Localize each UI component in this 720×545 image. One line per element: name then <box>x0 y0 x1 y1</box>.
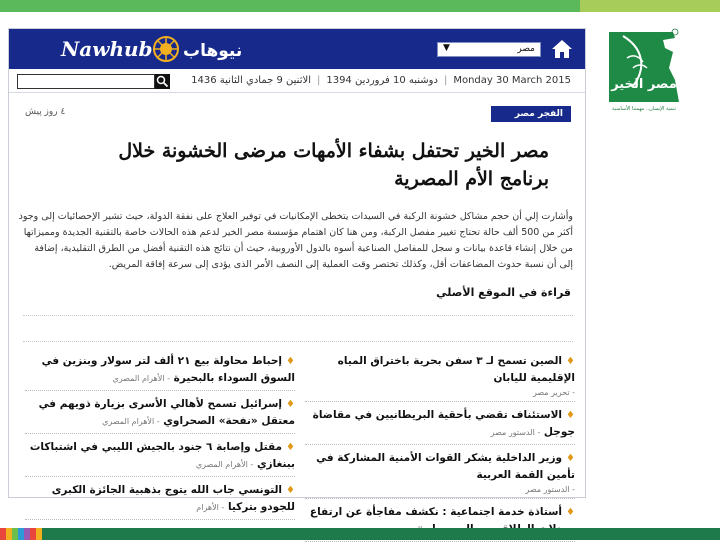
list-item[interactable] <box>25 351 295 391</box>
site-header <box>9 29 585 69</box>
news-title[interactable]: مقتل وإصابة ٦ جنود بالجيش الليبي في اشتباكات ببنغازي <box>29 441 295 470</box>
date-line <box>191 75 571 86</box>
news-title[interactable]: الصين تسمح لـ ٣ سفن بحرية باختراق المياه الإقليمية لليابان <box>337 355 575 384</box>
country-select[interactable] <box>437 42 541 57</box>
bullet-icon: ♦ <box>286 442 295 453</box>
gregorian-date: Monday 30 March 2015 <box>453 75 571 86</box>
logo-tagline: تنمية الإنسان.. مهمتنا الأساسية <box>612 106 676 112</box>
bullet-icon: ♦ <box>286 356 295 367</box>
bullet-icon: ♦ <box>286 399 295 410</box>
list-item[interactable] <box>305 351 575 402</box>
bullet-icon: ♦ <box>566 507 575 518</box>
divider <box>23 341 573 342</box>
chevron-down-icon: ▼ <box>443 43 450 53</box>
news-source: - الأهرام المصري <box>195 460 254 469</box>
bottom-segment <box>36 528 42 540</box>
top-lime-bar <box>580 0 720 12</box>
list-item[interactable] <box>305 405 575 445</box>
news-title[interactable]: إسرائيل تسمح لأهالي الأسرى بزيارة ذويهم في معتقل «نفحة» الصحراوي <box>38 398 295 427</box>
news-title[interactable]: الاستئناف تقضي بأحقية البريطانيين في مقاضاة جوجل <box>312 409 575 438</box>
date-separator: | <box>443 75 448 86</box>
related-news-right <box>305 351 575 545</box>
country-select-label: مصر <box>517 44 535 54</box>
search-button[interactable] <box>155 74 170 89</box>
bullet-icon: ♦ <box>566 356 575 367</box>
persian-date: دوشنبه 10 فروردین 1394 <box>326 75 438 86</box>
bullet-icon: ♦ <box>566 453 575 464</box>
news-title[interactable]: التونسي جاب الله يتوج بذهبية الجائزة الكبرى للجودو بتركيا <box>51 484 295 513</box>
egypt-map-logo-icon <box>603 28 685 108</box>
section-tab[interactable]: الفجر مصر <box>491 106 571 122</box>
news-source: - الدستور مصر <box>525 485 575 494</box>
site-logo-text: Nawhub <box>61 37 153 61</box>
article-headline: مصر الخير تحتفل بشفاء الأمهات مرضى الخشونة خلال برنامج الأم المصرية <box>118 140 549 190</box>
svg-text:نيوهاب: نيوهاب <box>183 41 243 61</box>
related-news-left <box>25 351 295 523</box>
news-source: - الأهرام المصري <box>102 417 160 426</box>
bullet-icon: ♦ <box>286 485 295 496</box>
list-item[interactable] <box>305 448 575 499</box>
original-source-link[interactable]: قراءة في الموقع الأصلي <box>436 286 571 299</box>
time-ago: ٤ روز پیش <box>25 107 66 117</box>
hijri-date: الاثنين 9 جمادي الثانية 1436 <box>191 75 311 86</box>
news-source: - الأهرام <box>196 503 225 512</box>
divider <box>23 315 573 316</box>
news-source: - تحرير مصر <box>532 388 575 397</box>
article-body: وأشارت إلي أن حجم مشاكل خشونة الركبة في السيدات يتخطى الإمكانيات في توفير العلاج على نفقة الدولة، حيث تشير الإحصائيات إلى وجود أكثر من 500 ألف حالة تحتاج تغيير مفصل الركبة، ومن هنا كان اهتمام مؤسسة مصر الخير لدعم هذه الحالات خاصة بالتقنية الجديدة ومميزاتها من خلال إنشاء قاعدة بيانات و سجل للمفاصل الصناعية أسوه بالدول الأوروبية، حيث أن نتائج هذه التقنية أفضل من الطرق التقليدية، إضافة إلى أن نسبة حدوث المضاعفات أقل، وكذلك تختصر وقت العملية إلى النصف الأمر الذى يؤدى إلى سرعة إفاقة المريض. <box>18 211 573 270</box>
list-item[interactable] <box>25 480 295 520</box>
date-search-bar <box>9 69 585 93</box>
site-logo[interactable] <box>61 33 246 65</box>
date-separator: | <box>316 75 321 86</box>
news-source: - الأهرام المصري <box>112 374 170 383</box>
news-title[interactable]: وزير الداخلية يشكر القوات الأمنية المشاركة في تأمين القمة العربية <box>316 452 575 481</box>
svg-text:مصر الخير: مصر الخير <box>611 77 677 92</box>
news-source: - الدستور مصر <box>490 428 541 437</box>
bullet-icon: ♦ <box>566 410 575 421</box>
bottom-bar <box>0 528 720 540</box>
list-item[interactable] <box>25 437 295 477</box>
news-title[interactable]: إحباط محاولة بيع ٢١ ألف لتر سولار وبنزين في السوق السوداء بالبحيرة <box>41 355 295 384</box>
news-title[interactable]: أستاذة خدمة اجتماعية : نكشف مفاجأة عن ارتفاع <box>309 506 563 518</box>
news-page-screenshot <box>8 28 586 518</box>
misr-el-kheir-logo <box>603 28 685 114</box>
home-icon[interactable] <box>551 38 573 60</box>
list-item[interactable] <box>25 394 295 434</box>
top-green-bar <box>0 0 580 12</box>
search-input[interactable] <box>17 74 155 89</box>
search-icon <box>155 74 170 89</box>
